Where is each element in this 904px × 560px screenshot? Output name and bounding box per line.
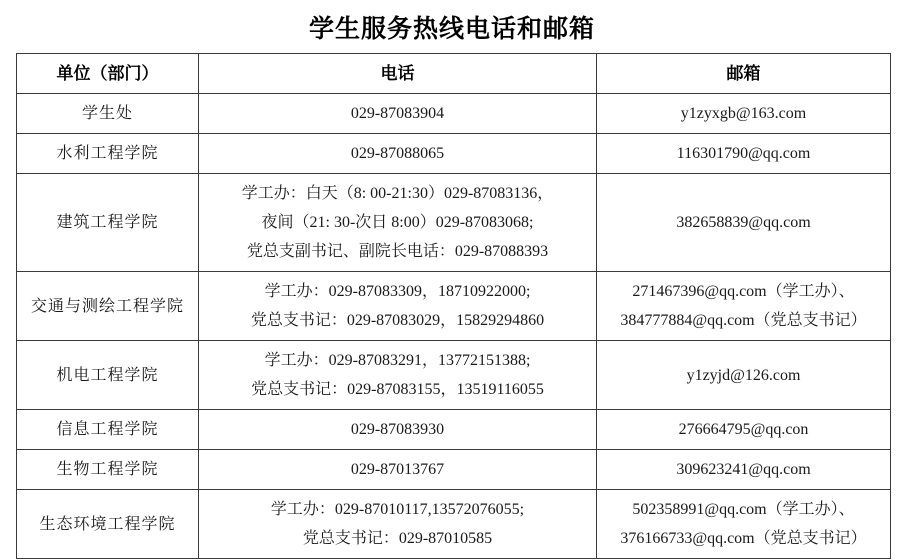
- cell-line: 学工办：白天（8: 00-21:30）029-87083136，: [241, 185, 554, 202]
- phone-cell: [199, 272, 597, 341]
- cell-line: 交通与测绘工程学院: [30, 297, 184, 315]
- email-cell: [597, 410, 891, 450]
- cell-line: 502358991@qq.com（学工办）、: [632, 501, 855, 518]
- cell-line: 382658839@qq.com: [676, 214, 811, 231]
- header-unit: 单位（部门）: [17, 54, 199, 94]
- cell-line: y1zyxgb@163.com: [680, 105, 807, 122]
- unit-cell: [17, 341, 199, 410]
- cell-line: 271467396@qq.com（学工办）、: [632, 283, 855, 300]
- table-header-row: [17, 54, 891, 94]
- table-row: [17, 174, 891, 272]
- table-row: [17, 94, 891, 134]
- cell-line: 生态环境工程学院: [39, 515, 176, 533]
- cell-line: 276664795@qq.con: [678, 421, 809, 438]
- table-row: [17, 410, 891, 450]
- cell-line: 376166733@qq.com（党总支书记）: [620, 530, 867, 547]
- cell-line: 029-87083904: [350, 105, 445, 122]
- phone-cell: [199, 134, 597, 174]
- cell-line: 309623241@qq.com: [676, 461, 811, 478]
- phone-cell: [199, 450, 597, 490]
- cell-line: y1zyjd@126.com: [686, 366, 801, 384]
- email-cell: [597, 450, 891, 490]
- cell-line: 党总支书记：029-87010585: [302, 530, 493, 547]
- cell-line: 水利工程学院: [56, 145, 159, 162]
- unit-cell: [17, 272, 199, 341]
- table-row: [17, 341, 891, 410]
- cell-line: 384777884@qq.com（党总支书记）: [620, 312, 867, 329]
- unit-cell: [17, 174, 199, 272]
- email-cell: [597, 490, 891, 559]
- cell-line: 信息工程学院: [56, 421, 159, 438]
- header-email: 邮箱: [597, 54, 891, 94]
- cell-line: 生物工程学院: [56, 461, 159, 478]
- phone-cell: [199, 490, 597, 559]
- cell-line: 党总支书记：029-87083155，13519116055: [251, 381, 544, 398]
- cell-line: 机电工程学院: [56, 366, 159, 384]
- unit-cell: [17, 134, 199, 174]
- cell-line: 学生处: [81, 105, 133, 122]
- cell-line: 029-87083930: [350, 421, 445, 438]
- cell-line: 夜间（21: 30-次日 8:00）029-87083068;: [261, 214, 534, 231]
- cell-line: 学工办：029-87010117,13572076055;: [270, 501, 525, 518]
- email-cell: [597, 174, 891, 272]
- email-cell: [597, 134, 891, 174]
- table-row: [17, 272, 891, 341]
- unit-cell: [17, 490, 199, 559]
- table-row: [17, 450, 891, 490]
- cell-line: 建筑工程学院: [56, 214, 159, 231]
- cell-line: 党总支副书记、副院长电话：029-87088393: [246, 243, 549, 260]
- page-title: 学生服务热线电话和邮箱: [308, 16, 595, 43]
- table-row: [17, 490, 891, 559]
- unit-cell: [17, 410, 199, 450]
- table-row: [17, 134, 891, 174]
- unit-cell: [17, 94, 199, 134]
- contact-table: [16, 53, 891, 559]
- cell-line: 党总支书记：029-87083029，15829294860: [250, 312, 545, 329]
- email-cell: [597, 94, 891, 134]
- cell-line: 029-87013767: [350, 461, 445, 478]
- cell-line: 116301790@qq.com: [676, 145, 811, 162]
- phone-cell: [199, 94, 597, 134]
- phone-cell: [199, 410, 597, 450]
- phone-cell: [199, 341, 597, 410]
- phone-cell: [199, 174, 597, 272]
- email-cell: [597, 272, 891, 341]
- unit-cell: [17, 450, 199, 490]
- header-phone: 电话: [199, 54, 597, 94]
- cell-line: 学工办：029-87083291，13772151388;: [264, 352, 531, 369]
- email-cell: [597, 341, 891, 410]
- cell-line: 029-87088065: [350, 145, 445, 162]
- cell-line: 学工办：029-87083309，18710922000;: [264, 283, 531, 300]
- table-body: [17, 94, 891, 559]
